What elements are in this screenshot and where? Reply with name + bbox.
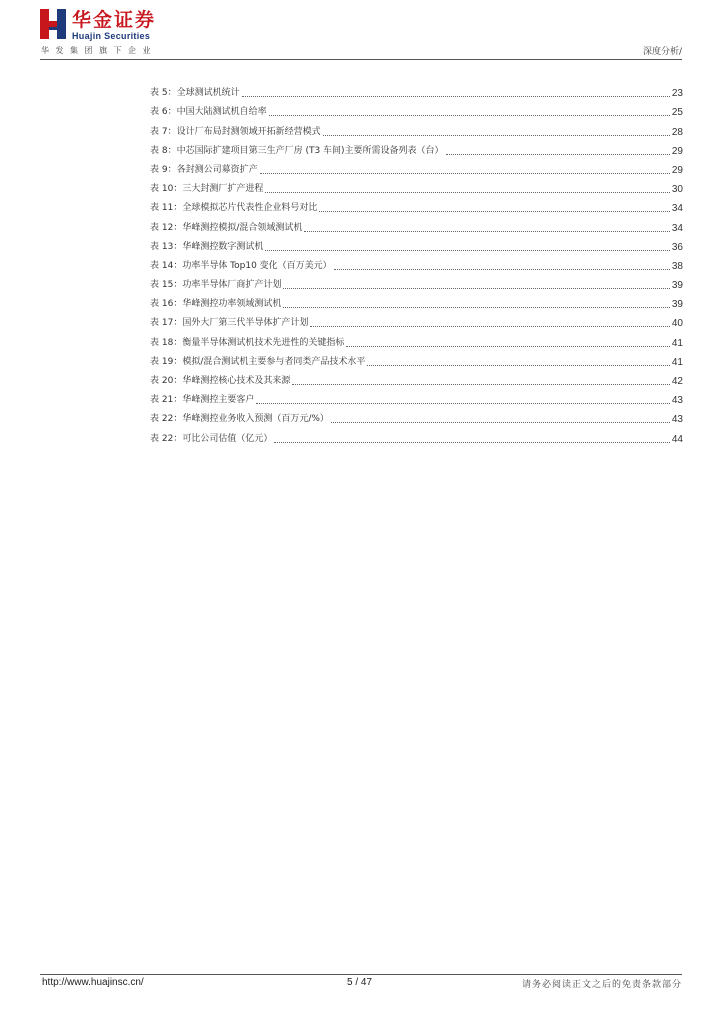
toc-entry-page: 29	[671, 164, 683, 176]
toc-entry[interactable]	[150, 425, 683, 444]
toc-entry-title: 表 12：华峰测控模拟/混合领域测试机	[150, 222, 303, 233]
toc-entry[interactable]	[150, 406, 683, 425]
toc-leader-dots	[283, 307, 670, 308]
toc-entry-title: 表 21：华峰测控主要客户	[150, 395, 255, 406]
toc-entry[interactable]	[150, 387, 683, 406]
toc-entry[interactable]	[150, 99, 683, 118]
toc-entry-page: 43	[671, 395, 683, 407]
toc-entry-title: 表 9：各封测公司募资扩产	[150, 164, 258, 175]
toc-entry[interactable]	[150, 195, 683, 214]
toc-leader-dots	[283, 288, 670, 289]
toc-entry[interactable]	[150, 329, 683, 348]
toc-entry[interactable]	[150, 253, 683, 272]
toc-leader-dots	[367, 365, 670, 366]
toc-entry-page: 25	[671, 107, 683, 119]
toc-entry[interactable]	[150, 368, 683, 387]
logo-english-name: Huajin Securities	[72, 31, 151, 41]
toc-entry-title: 表 8：中芯国际扩建项目第三生产厂房 (T3 车间)主要所需设备列表（台）	[150, 145, 444, 156]
toc-leader-dots	[274, 442, 670, 443]
toc-entry-title: 表 10：三大封测厂扩产进程	[150, 184, 264, 195]
toc-entry-title: 表 11：全球模拟芯片代表性企业料号对比	[150, 203, 318, 214]
toc-leader-dots	[265, 250, 670, 251]
toc-entry[interactable]	[150, 349, 683, 368]
toc-leader-dots	[256, 403, 670, 404]
company-tagline: 华发集团旗下企业	[41, 46, 157, 55]
toc-entry-page: 34	[671, 222, 683, 234]
toc-leader-dots	[334, 269, 670, 270]
toc-leader-dots	[242, 96, 670, 97]
toc-entry-page: 28	[671, 126, 683, 138]
toc-entry-page: 23	[671, 88, 683, 100]
toc-entry[interactable]	[150, 310, 683, 329]
toc-entry-page: 29	[671, 145, 683, 157]
toc-entry-page: 34	[671, 203, 683, 215]
toc-entry-title: 表 15：功率半导体厂商扩产计划	[150, 280, 282, 291]
toc-entry-page: 36	[671, 241, 683, 253]
toc-entry-page: 43	[671, 414, 683, 426]
toc-leader-dots	[269, 115, 670, 116]
toc-leader-dots	[292, 384, 670, 385]
toc-entry-page: 40	[671, 318, 683, 330]
toc-leader-dots	[346, 346, 670, 347]
toc-entry[interactable]	[150, 214, 683, 233]
header-divider	[40, 59, 682, 60]
toc-entry[interactable]	[150, 138, 683, 157]
toc-entry[interactable]	[150, 80, 683, 99]
toc-entry-title: 表 17：国外大厂第三代半导体扩产计划	[150, 318, 309, 329]
huajin-logo-icon	[40, 9, 66, 39]
toc-entry-title: 表 16：华峰测控功率领域测试机	[150, 299, 282, 310]
toc-entry-page: 39	[671, 299, 683, 311]
page-number: 5 / 47	[347, 977, 373, 988]
toc-entry[interactable]	[150, 157, 683, 176]
toc-leader-dots	[265, 192, 670, 193]
toc-entry-title: 表 5：全球测试机统计	[150, 88, 240, 99]
toc-leader-dots	[260, 173, 670, 174]
toc-entry[interactable]	[150, 272, 683, 291]
toc-entry-title: 表 20：华峰测控核心技术及其来源	[150, 376, 291, 386]
toc-entry-page: 42	[671, 376, 683, 387]
table-of-contents	[150, 80, 683, 445]
toc-leader-dots	[446, 154, 670, 155]
toc-entry[interactable]	[150, 118, 683, 137]
toc-entry-page: 38	[671, 260, 683, 272]
toc-entry-title: 表 22：华峰测控业务收入预测（百万元/%）	[150, 414, 329, 425]
toc-entry-page: 30	[671, 184, 683, 196]
disclaimer-note: 请务必阅读正文之后的免责条款部分	[521, 980, 682, 990]
toc-entry-title: 表 13：华峰测控数字测试机	[150, 241, 264, 252]
toc-entry[interactable]	[150, 234, 683, 253]
report-section-label: 深度分析/	[642, 47, 682, 57]
toc-leader-dots	[331, 422, 670, 423]
toc-leader-dots	[319, 211, 670, 212]
toc-entry[interactable]	[150, 291, 683, 310]
toc-entry-page: 41	[671, 356, 683, 368]
company-logo	[40, 9, 200, 43]
toc-entry-title: 表 19：模拟/混合测试机主要参与者同类产品技术水平	[150, 356, 366, 367]
toc-entry-title: 表 18：衡量半导体测试机技术先进性的关键指标	[150, 337, 345, 348]
toc-entry-title: 表 14：功率半导体 Top10 变化（百万美元）	[150, 260, 332, 271]
logo-chinese-name: 华金证券	[72, 9, 157, 31]
toc-entry[interactable]	[150, 176, 683, 195]
toc-entry-title: 表 22：可比公司估值（亿元）	[150, 433, 273, 444]
footer-website-link[interactable]: http://www.huajinsc.cn/	[42, 977, 144, 988]
toc-entry-title: 表 7：设计厂布局封测领域开拓新经营模式	[150, 126, 321, 137]
toc-entry-page: 41	[671, 337, 683, 349]
toc-entry-page: 39	[671, 280, 683, 292]
toc-leader-dots	[323, 135, 670, 136]
toc-entry-title: 表 6：中国大陆测试机自给率	[150, 107, 267, 118]
toc-entry-page: 44	[671, 433, 683, 445]
toc-leader-dots	[304, 231, 670, 232]
toc-leader-dots	[310, 326, 670, 327]
footer-divider	[40, 974, 682, 975]
